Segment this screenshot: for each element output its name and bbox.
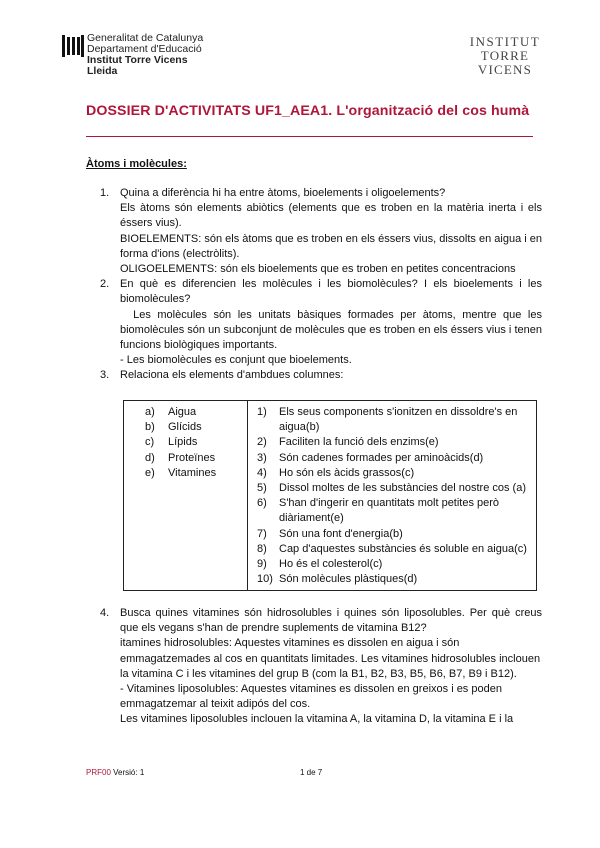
item-text: Cap d'aquestes substàncies és soluble en aigua(c) xyxy=(279,542,527,555)
item-label: 9) xyxy=(257,558,267,571)
left-item xyxy=(145,451,216,466)
question-number: 3. xyxy=(100,369,110,382)
item-label: 2) xyxy=(257,436,267,449)
questions-list xyxy=(100,186,546,384)
right-item xyxy=(257,527,529,542)
item-label: c) xyxy=(145,436,155,449)
item-text: Faciliten la funció dels enzims(e) xyxy=(279,436,439,449)
answer-paragraph: BIOELEMENTS: són els àtoms que es troben en els éssers vius, dissolts en aigua i en forma d'ions (electròlits). xyxy=(120,232,542,260)
page-footer xyxy=(86,768,546,777)
institut-logo-line2: TORRE VICENS xyxy=(477,48,533,77)
item-label: 6) xyxy=(257,497,267,510)
item-label: d) xyxy=(145,451,155,464)
right-item xyxy=(257,405,529,435)
left-item xyxy=(145,405,216,420)
page-number: 1 de 7 xyxy=(300,768,323,777)
right-item xyxy=(257,496,529,526)
item-label: 7) xyxy=(257,527,267,540)
left-item xyxy=(145,466,216,481)
item-text: Glícids xyxy=(168,421,202,434)
generalitat-logo-icon xyxy=(62,35,84,57)
answer-paragraph: - Les biomolècules es conjunt que bioelements. xyxy=(120,354,352,367)
item-text: Són una font d'energia(b) xyxy=(279,527,403,540)
document-version: Versió: 1 xyxy=(113,768,145,777)
item-label: 3) xyxy=(257,451,267,464)
page-header xyxy=(62,33,552,83)
item-text: Ho és el colesterol(c) xyxy=(279,558,383,571)
answer-paragraph: - Vitamines liposolubles: Aquestes vitamines es dissolen en greixos i es poden emmagatzemar al teixit adipós del cos. xyxy=(120,683,502,711)
document-code: PRF00 xyxy=(86,768,111,777)
right-item xyxy=(257,451,529,466)
table-divider xyxy=(247,401,248,590)
right-item xyxy=(257,542,529,557)
question-number: 1. xyxy=(100,187,110,199)
question-1 xyxy=(100,186,542,277)
item-label: 4) xyxy=(257,466,267,479)
item-text: Els seus components s'ionitzen en dissoldre's en aigua(b) xyxy=(279,406,518,434)
item-text: Ho són els àcids grassos(c) xyxy=(279,466,415,479)
right-item xyxy=(257,572,529,587)
section-title: Àtoms i molècules: xyxy=(86,158,187,170)
item-label: e) xyxy=(145,466,155,479)
question-number: 4. xyxy=(100,607,110,619)
answer-paragraph: Les vitamines liposolubles inclouen la vitamina A, la vitamina D, la vitamina E i la xyxy=(120,713,514,726)
organization-name xyxy=(87,33,203,77)
right-item xyxy=(257,557,529,572)
item-text: S'han d'ingerir en quantitats molt petites però diàriament(e) xyxy=(279,497,500,525)
matching-table xyxy=(123,400,537,591)
item-label: a) xyxy=(145,406,155,418)
item-text: Són molècules plàstiques(d) xyxy=(279,573,418,586)
answer-paragraph: Les molècules són les unitats bàsiques formades per àtoms, mentre que les biomolècules són un subconjunt de molècules que es troben en els éssers vius i tenen funcions biològiques importants. xyxy=(120,308,546,352)
answer-paragraph: OLIGOELEMENTS: són els bioelements que es troben en petites concentracions xyxy=(120,263,516,276)
question-2 xyxy=(100,277,546,368)
question-text: Relaciona els elements d'ambdues columnes: xyxy=(120,369,344,382)
item-text: Proteïnes xyxy=(168,451,216,464)
right-column xyxy=(257,405,529,587)
left-item xyxy=(145,420,216,435)
item-text: Lípids xyxy=(168,436,198,449)
question-3 xyxy=(100,368,542,383)
item-label: 10) xyxy=(257,573,273,586)
question-4 xyxy=(100,606,542,728)
right-item xyxy=(257,466,529,481)
question-number: 2. xyxy=(100,278,110,291)
question-text: Quina a diferència hi ha entre àtoms, bioelements i oligoelements? xyxy=(120,187,446,199)
item-text: Són cadenes formades per aminoàcids(d) xyxy=(279,451,484,464)
right-item xyxy=(257,481,529,496)
question-4-block xyxy=(100,606,542,728)
item-label: 5) xyxy=(257,482,267,495)
left-column xyxy=(145,405,216,481)
right-item xyxy=(257,435,529,450)
org-line-generalitat: Generalitat de Catalunya xyxy=(87,32,204,44)
item-label: 8) xyxy=(257,542,267,555)
item-label: b) xyxy=(145,421,155,434)
item-text: Dissol moltes de les substàncies del nostre cos (a) xyxy=(279,482,526,495)
org-line-institut: Institut Torre Vicens xyxy=(87,54,188,66)
org-line-city: Lleida xyxy=(87,65,118,77)
item-text: Vitamines xyxy=(168,466,217,479)
question-text: Busca quines vitamines són hidrosolubles i quines són liposolubles. Per què creus que els vegans s'han de prendre suplements de vitamina B12? xyxy=(120,607,542,635)
item-label: 1) xyxy=(257,406,267,418)
left-item xyxy=(145,435,216,450)
institut-logo-line1: INSTITUT xyxy=(469,34,541,49)
answer-paragraph: Els àtoms són elements abiòtics (elements que es troben en la matèria inerta i els éssers vius). xyxy=(120,202,542,230)
answer-paragraph: itamines hidrosolubles: Aquestes vitamines es dissolen en aigua i són emmagatzemades al cos en quantitats limitades. Les vitamines hidrosolubles inclouen la vitamina C i les vitamines del grup B (com la B1, B2, B3, B5, B6, B7, B9 i B12). xyxy=(120,637,541,680)
question-text: En què es diferencien les molècules i les biomolècules? I els bioelements i les biomolècules? xyxy=(120,278,542,306)
document-title: DOSSIER D'ACTIVITATS UF1_AEA1. L'organització del cos humà xyxy=(86,103,530,119)
title-divider xyxy=(86,136,533,137)
item-text: Aigua xyxy=(168,406,197,418)
org-line-departament: Departament d'Educació xyxy=(87,43,202,55)
institut-logo xyxy=(460,35,550,77)
